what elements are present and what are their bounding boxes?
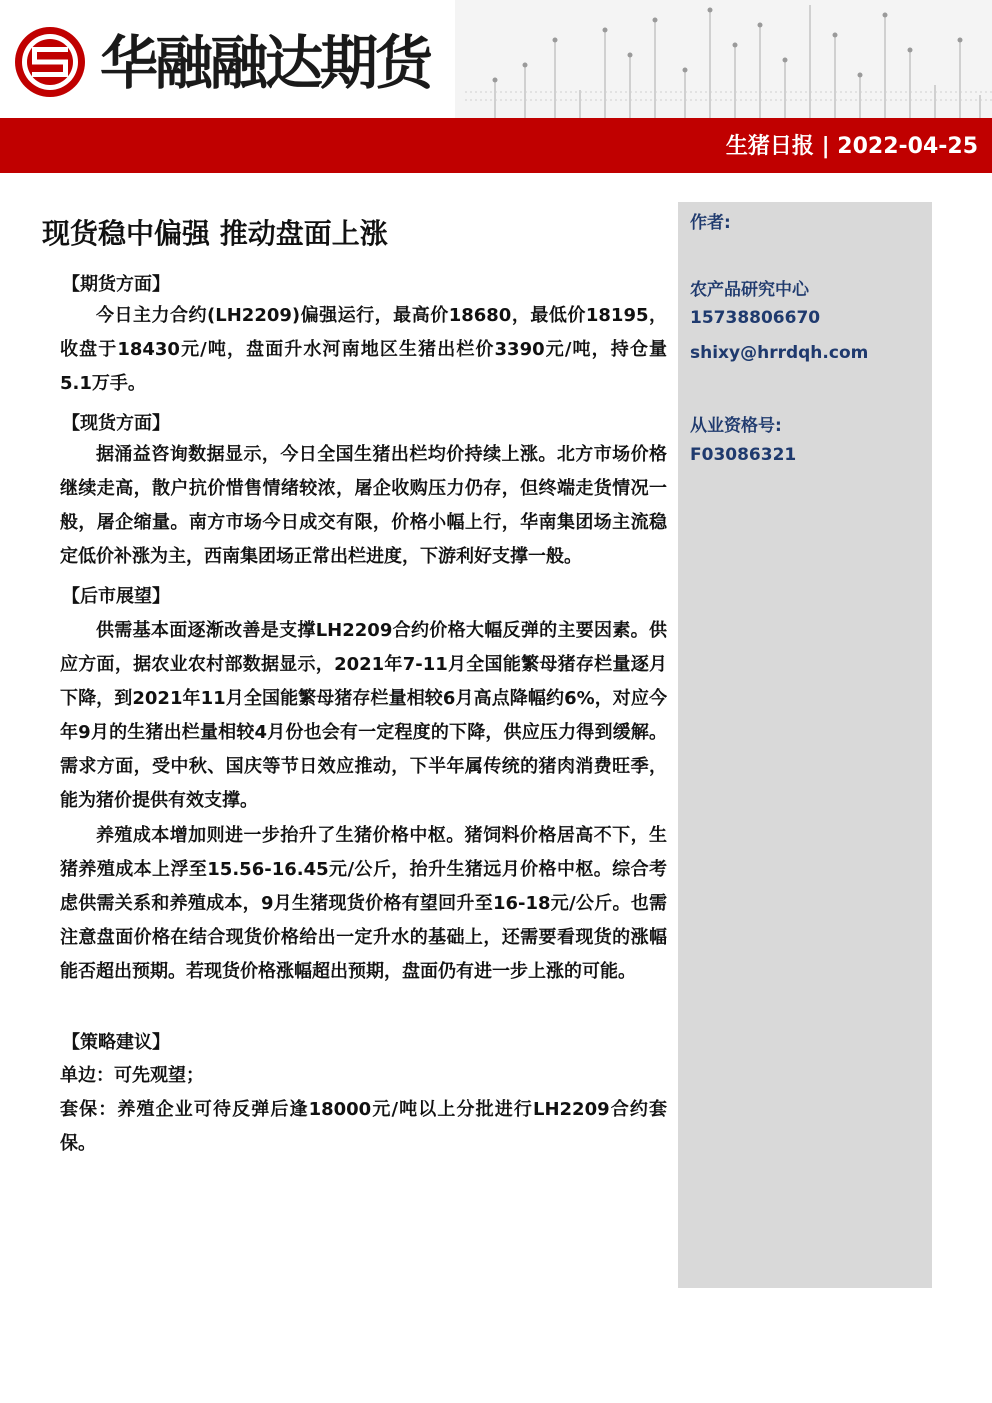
- outlook-paragraph-1: 供需基本面逐渐改善是支撑LH2209合约价格大幅反弹的主要因素。供应方面，据农业农村部数据显示，2021年7-11月全国能繁母猪存栏量逐月下降，到2021年11月全国能繁母猪存栏量相较6月高点降幅约6%，对应今年9月的生猪出栏量相较4月份也会有一定程度的下降，供应压力得到缓解。需求方面，受中秋、国庆等节日效应推动，下半年属传统的猪肉消费旺季，能为猪价提供有效支撑。: [60, 620, 667, 812]
- author-label: 作者:: [690, 213, 731, 233]
- license-number: F03086321: [690, 445, 797, 465]
- brand-name: 华融融达期货: [100, 29, 431, 97]
- phone: 15738806670: [690, 308, 821, 328]
- futures-heading: 【期货方面】: [62, 274, 170, 295]
- page-title: 现货稳中偏强 推动盘面上涨: [42, 217, 388, 250]
- spot-heading: 【现货方面】: [62, 413, 170, 434]
- strategy-single: 单边：可先观望；: [60, 1065, 204, 1086]
- license-label: 从业资格号:: [690, 416, 782, 436]
- decorative-lines-graphic: [455, 0, 992, 118]
- outlook-paragraph-2: 养殖成本增加则进一步抬升了生猪价格中枢。猪饲料价格居高不下，生猪养殖成本上浮至15.56-16.45元/公斤，抬升生猪远月价格中枢。综合考虑供需关系和养殖成本，9月生猪现货价格有望回升至16-18元/公斤。也需注意盘面价格在结合现货价格给出一定升水的基础上，还需要看现货的涨幅能否超出预期。若现货价格涨幅超出预期，盘面仍有进一步上涨的可能。: [60, 825, 667, 983]
- author-sidebar: [678, 202, 932, 1288]
- department: 农产品研究中心: [690, 280, 809, 300]
- report-title: 生猪日报 | 2022-04-25: [725, 134, 978, 159]
- strategy-hedge: 套保：养殖企业可待反弹后逢18000元/吨以上分批进行LH2209合约套保。: [60, 1099, 667, 1155]
- outlook-heading: 【后市展望】: [62, 586, 170, 607]
- futures-paragraph: 今日主力合约(LH2209)偏强运行，最高价18680，最低价18195，收盘于18430元/吨，盘面升水河南地区生猪出栏价3390元/吨，持仓量5.1万手。: [60, 305, 667, 395]
- logo-icon: [12, 24, 88, 100]
- email: shixy@hrrdqh.com: [690, 343, 869, 363]
- strategy-heading: 【策略建议】: [62, 1032, 170, 1053]
- spot-paragraph: 据涌益咨询数据显示，今日全国生猪出栏均价持续上涨。北方市场价格继续走高，散户抗价惜售情绪较浓，屠企收购压力仍存，但终端走货情况一般，屠企缩量。南方市场今日成交有限，价格小幅上行，华南集团场主流稳定低价补涨为主，西南集团场正常出栏进度，下游利好支撑一般。: [60, 444, 667, 568]
